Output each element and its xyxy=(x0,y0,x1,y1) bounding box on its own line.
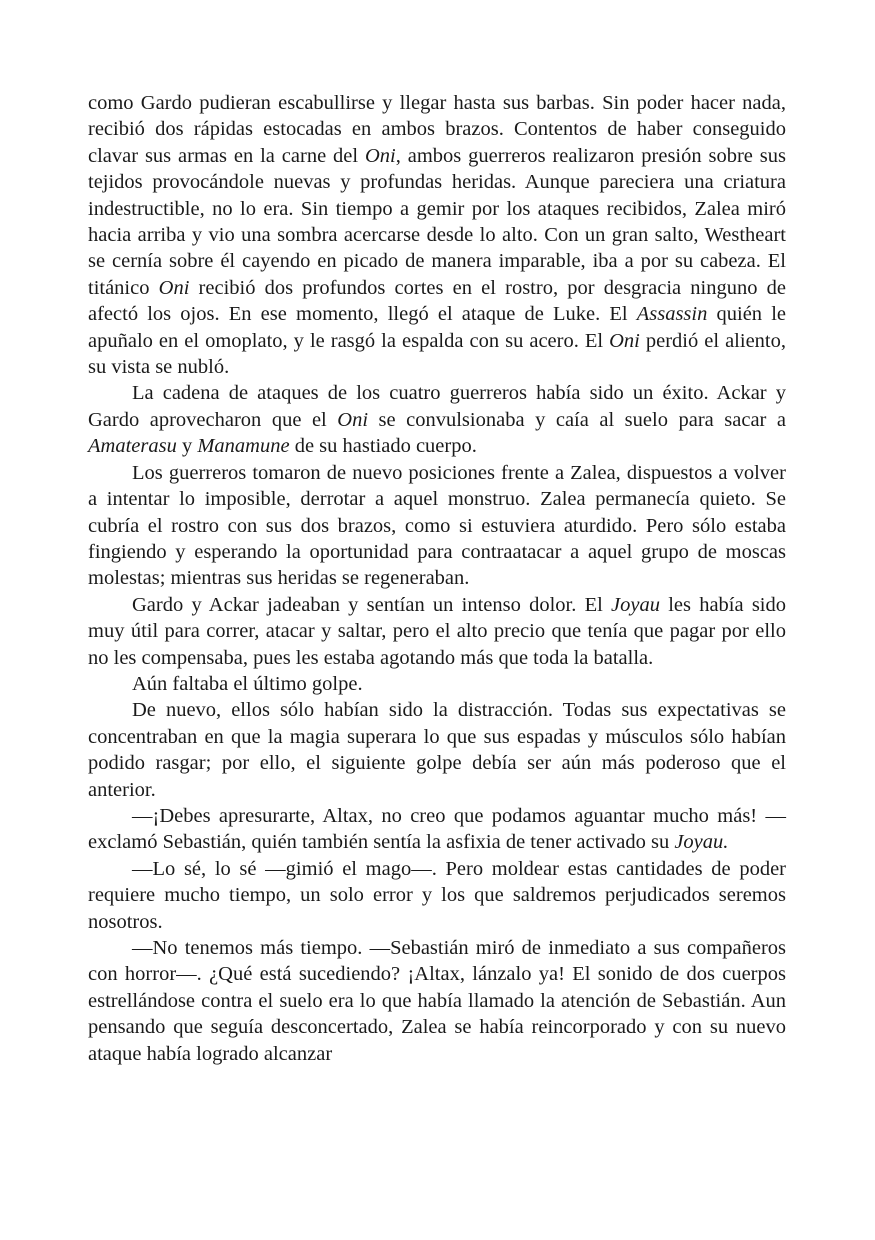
paragraph xyxy=(88,935,786,1067)
text-run: De nuevo, ellos sólo habían sido la distracción. Todas sus expectativas se concentraban en que la magia superara lo que sus espadas y músculos sólo habían podido rasgar; por ello, el siguiente golpe debía ser aún más poderoso que el anterior. xyxy=(88,699,786,801)
paragraph xyxy=(88,90,786,380)
paragraph xyxy=(88,671,786,697)
text-run: Gardo y Ackar jadeaban y sentían un intenso dolor. El xyxy=(132,593,612,616)
text-run: como Gardo pudieran escabullirse y llegar hasta sus barbas. Sin poder hacer nada, recibió dos rápidas estocadas en ambos brazos. Contentos de haber conseguido clavar sus armas en la carne del xyxy=(88,92,786,167)
italic-text: Oni xyxy=(337,408,369,431)
text-run: recibió dos profundos cortes en el rostro, por desgracia ninguno de afectó los ojos. En ese momento, llegó el ataque de Luke. El xyxy=(88,276,786,326)
italic-text: Joyau. xyxy=(674,831,729,854)
text-run: La cadena de ataques de los cuatro guerreros había sido un éxito. Ackar y Gardo aprovecharon que el xyxy=(88,382,786,431)
text-run: les había sido muy útil para correr, atacar y saltar, pero el alto precio que tenía que pagar por ello no les compensaba, pues les estaba agotando más que toda la batalla. xyxy=(88,593,786,669)
text-run: —Lo sé, lo sé —gimió el mago—. Pero moldear estas cantidades de poder requiere mucho tiempo, un solo error y los que saldremos perjudicados seremos nosotros. xyxy=(88,857,786,933)
italic-text: Oni xyxy=(609,329,640,352)
text-run: Aún faltaba el último golpe. xyxy=(132,672,363,695)
text-run: se convulsionaba y caía al suelo para sacar a xyxy=(368,408,786,431)
paragraph xyxy=(88,856,786,935)
italic-text: Amaterasu xyxy=(88,435,177,458)
italic-text: Oni xyxy=(364,144,396,167)
text-run: Los guerreros tomaron de nuevo posiciones frente a Zalea, dispuestos a volver a intentar lo imposible, derrotar a aquel monstruo. Zalea permanecía quieto. Se cubría el rostro con sus dos brazos, como si estuviera aturdido. Pero sólo estaba fingiendo y esperando la oportunidad para contraatacar a aquel grupo de moscas molestas; mientras sus heridas se regeneraban. xyxy=(88,461,786,590)
text-run: quién le apuñalo en el omoplato, y le rasgó la espalda con su acero. El xyxy=(88,303,787,352)
text-run: de su hastiado cuerpo. xyxy=(289,435,477,458)
paragraph xyxy=(88,803,786,856)
text-run: —¡Debes apresurarte, Altax, no creo que podamos aguantar mucho más! —exclamó Sebastián, quién también sentía la asfixia de tener activado su xyxy=(88,804,786,854)
italic-text: Assassin xyxy=(636,303,708,326)
text-run: y xyxy=(176,435,198,458)
paragraph xyxy=(88,697,786,803)
italic-text: Manamune xyxy=(197,435,290,458)
text-run: perdió el aliento, su vista se nubló. xyxy=(88,329,786,379)
document-page xyxy=(88,90,786,1067)
paragraph xyxy=(88,460,786,592)
paragraph xyxy=(88,592,786,671)
paragraph xyxy=(88,380,786,459)
text-run: —No tenemos más tiempo. —Sebastián miró de inmediato a sus compañeros con horror—. ¿Qué está sucediendo? ¡Altax, lánzalo ya! El sonido de dos cuerpos estrellándose contra el suelo era lo que había llamado la atención de Sebastián. Aun pensando que seguía desconcertado, Zalea se había reincorporado y con su nuevo ataque había logrado alcanzar xyxy=(88,937,786,1065)
italic-text: Oni xyxy=(158,276,190,299)
italic-text: Joyau xyxy=(611,593,660,616)
text-run: , ambos guerreros realizaron presión sobre sus tejidos provocándole nuevas y profundas heridas. Aunque pareciera una criatura indestructible, no lo era. Sin tiempo a gemir por los ataques recibidos, Zalea miró hacia arriba y vio una sombra acercarse desde lo alto. Con un gran salto, Westheart se cernía sobre él cayendo en picado de manera imparable, iba a por su cabeza. El titánico xyxy=(88,144,786,299)
